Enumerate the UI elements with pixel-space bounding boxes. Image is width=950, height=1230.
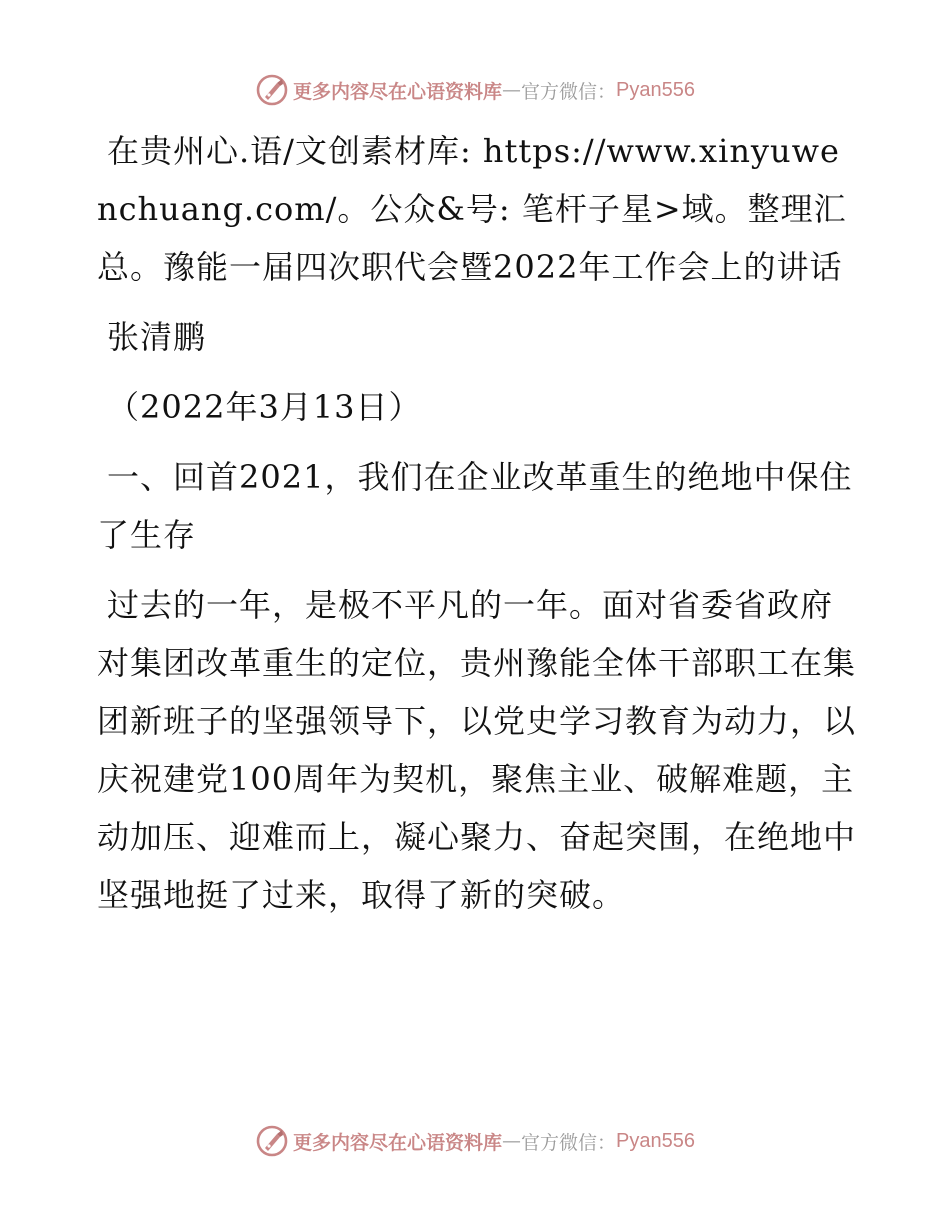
banner-label: 官方微信： [521, 80, 617, 103]
author-name: 张清鹏 [107, 318, 207, 356]
body-paragraph: 过去的一年，是极不平凡的一年。面对省委省政府对集团改革重生的定位，贵州豫能全体干部职工在集团新班子的坚强领导下，以党史学习教育为动力，以庆祝建党100周年为契机，聚焦主业、破解难题，主动加压、迎难而上，凝心聚力、奋起突围，在绝地中坚强地挺了过来，取得了新的突破。 [97, 586, 857, 914]
document-body [97, 122, 857, 936]
pen-nib-logo-icon [255, 73, 289, 107]
speech-date: （2022年3月13日） [107, 388, 422, 426]
pen-nib-logo-icon [255, 1124, 289, 1158]
banner-wechat-id: Pyan556 [616, 78, 695, 101]
banner-separator: — [502, 79, 522, 101]
section-heading: 一、回首2021，我们在企业改革重生的绝地中保住了生存 [97, 458, 853, 554]
banner-wechat-id: Pyan556 [616, 1129, 695, 1152]
header-watermark-banner [0, 73, 950, 107]
banner-separator: — [502, 1130, 522, 1152]
banner-text: 更多内容尽在心语资料库 [293, 1131, 503, 1154]
banner-label: 官方微信： [521, 1131, 617, 1154]
footer-watermark-banner [0, 1124, 950, 1158]
banner-text: 更多内容尽在心语资料库 [293, 80, 503, 103]
intro-paragraph: 在贵州心.语/文创素材库: https://www.xinyuwenchuang.com/。公众&号: 笔杆子星>域。整理汇总。豫能一届四次职代会暨2022年工作会上的讲话 [97, 132, 847, 286]
